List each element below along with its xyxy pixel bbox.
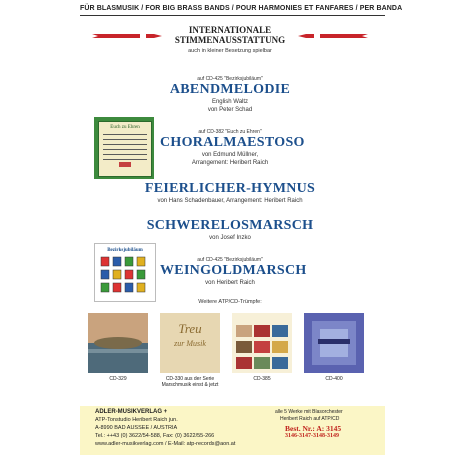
publisher-studio: ATP-Tonstudio Heribert Raich jun. <box>95 417 178 423</box>
cd-label <box>150 376 230 388</box>
piece-title: FEIERLICHER-HYMNUS <box>144 181 316 196</box>
footer-note: Heribert Raich auf ATP/CD <box>280 416 340 422</box>
cd-label-line: CD-330 aus der Serie <box>165 376 215 382</box>
footer-note: alle 5 Werke mit Blasorchester <box>275 409 343 415</box>
cover-inner <box>98 121 152 177</box>
order-number: Best. Nr.: A: 3145 <box>285 424 342 433</box>
piece-title: SCHWERELOSMARSCH <box>146 218 314 233</box>
more-cds-title: Weitere ATP/CD-Trümpfe: <box>198 299 262 305</box>
title-subtitle: auch in kleiner Besetzung spielbar <box>188 48 272 54</box>
music-notes-icon <box>99 130 151 170</box>
piece-credit: von Edmund Müllner, <box>201 152 259 158</box>
publisher-phone: Tel.: ++43 (0) 3622/54-588, Fax: (0) 3622/55-266 <box>95 433 215 439</box>
publisher-address: A-8990 BAD AUSSEE / AUSTRIA <box>95 425 178 431</box>
piece-credit: von Heribert Raich <box>205 280 255 286</box>
cd-cover-330 <box>160 313 220 373</box>
piece-credit: English Waltz <box>211 99 249 105</box>
order-numbers: 3146-3147-3148-3149 <box>285 433 339 439</box>
sunset-lake-icon <box>88 313 148 373</box>
abstract-blue-icon <box>304 313 364 373</box>
publisher-web[interactable]: www.adler-musikverlag.com / E-Mail: atp-records@aon.at <box>95 441 236 447</box>
piece-credit: von Josef Inzko <box>209 235 251 241</box>
piece-title: WEINGOLDMARSCH <box>160 263 307 278</box>
piece-credit: von Hans Schadenbauer, Arrangement: Heribert Raich <box>157 198 303 204</box>
cover-subtitle: zur Musik <box>174 339 206 348</box>
piece-credit: Arrangement: Heribert Raich <box>191 160 269 166</box>
cd-cover-euch-zu-ehren <box>94 117 154 179</box>
piece-cd-note: auf CD-425 "Bezirksjubiläum" <box>197 257 263 263</box>
cd-label: CD-400 <box>325 376 343 382</box>
title-line-2: STIMMENAUSSTATTUNG <box>174 35 286 45</box>
piece-title: CHORALMAESTOSO <box>160 135 305 150</box>
title-line-1: INTERNATIONALE <box>188 25 272 35</box>
cover-title: Bezirksjubiläum <box>107 248 143 253</box>
cd-cover-329 <box>88 313 148 373</box>
cover-title: Euch zu Ehren <box>110 125 140 130</box>
piece-cd-note: auf CD-425 "Bezirksjubiläum" <box>197 76 263 82</box>
cd-cover-bezirksjubilaeum <box>94 243 156 302</box>
header-bar: FÜR BLASMUSIK / FOR BIG BRASS BANDS / POUR HARMONIES ET FANFARES / PER BANDA <box>80 3 385 16</box>
piece-title: ABENDMELODIE <box>169 82 291 97</box>
main-title <box>150 25 310 45</box>
piece-cd-note: auf CD-382 "Euch zu Ehren" <box>198 129 262 135</box>
footer-publisher <box>80 406 385 455</box>
cover-title: Treu <box>178 321 202 336</box>
cd-cover-400 <box>304 313 364 373</box>
band-photos-icon <box>232 313 292 373</box>
cd-label-line: Marschmusik einst & jetzt <box>161 382 219 388</box>
cd-label: CD-329 <box>109 376 127 382</box>
coat-of-arms-icon <box>95 253 155 299</box>
publisher-name: ADLER-MUSIKVERLAG + <box>95 409 168 415</box>
piece-credit: von Peter Schad <box>207 107 253 113</box>
cd-cover-385 <box>232 313 292 373</box>
cd-label: CD-385 <box>253 376 271 382</box>
